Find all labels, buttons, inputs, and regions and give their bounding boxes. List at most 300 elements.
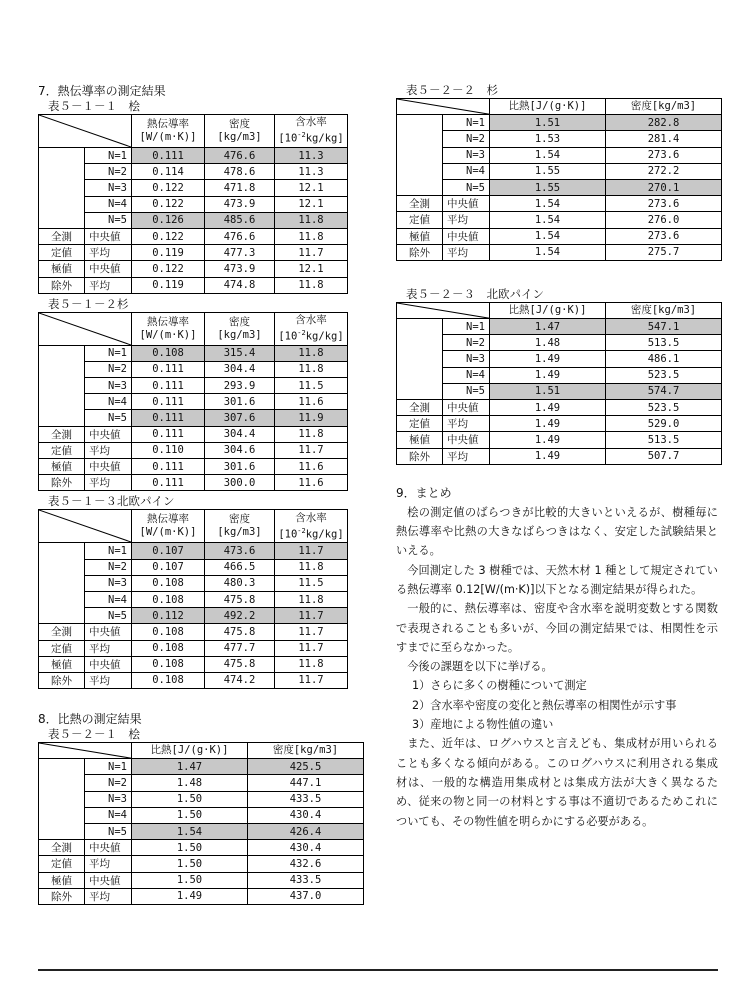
stat-label: 中央値 <box>443 196 490 212</box>
value-cell: 1.50 <box>132 807 248 823</box>
group-label: 除外 <box>397 244 443 260</box>
header-corner <box>39 115 132 148</box>
value-cell: 0.122 <box>132 180 205 196</box>
group-label: 全測 <box>397 400 443 416</box>
summary-row <box>39 840 364 856</box>
sample-label: N=4 <box>443 367 490 383</box>
value-cell: 0.108 <box>132 575 205 591</box>
header-corner <box>39 743 132 759</box>
value-cell: 0.111 <box>132 394 205 410</box>
blank-cell <box>397 383 443 399</box>
value-cell: 474.8 <box>205 277 275 293</box>
table-row <box>39 180 348 196</box>
value-cell: 11.5 <box>275 378 348 394</box>
value-cell: 0.107 <box>132 559 205 575</box>
header-corner <box>39 312 132 345</box>
header-label: 含水率 <box>295 511 327 524</box>
blank-cell <box>397 319 443 335</box>
summary-row <box>39 872 364 888</box>
sample-label: N=5 <box>443 179 490 195</box>
value-cell: 11.7 <box>275 640 348 656</box>
summary-paragraph: 桧の測定値のばらつきが比較的大きいといえるが、樹種毎に熱伝導率や比熱の大きなばらつきはなく、安定した試験結果といえる。 <box>396 505 718 558</box>
value-cell: 475.8 <box>205 656 275 672</box>
group-label: 極値 <box>39 261 85 277</box>
table-row <box>39 608 348 624</box>
group-label: 全測 <box>397 196 443 212</box>
value-cell: 473.9 <box>205 261 275 277</box>
header-unit: [W/(m·K)] <box>139 328 197 341</box>
value-cell: 0.114 <box>132 164 205 180</box>
blank-cell <box>39 196 85 212</box>
value-cell: 0.126 <box>132 212 205 228</box>
value-cell: 1.54 <box>490 244 606 260</box>
value-cell: 1.50 <box>132 856 248 872</box>
summary-row <box>39 277 348 293</box>
value-cell: 477.3 <box>205 245 275 261</box>
value-cell: 1.49 <box>490 448 606 464</box>
table-row <box>397 367 722 383</box>
blank-cell <box>39 164 85 180</box>
footer-rule <box>38 969 718 971</box>
summary-row <box>397 448 722 464</box>
group-label: 定値 <box>39 442 85 458</box>
header-unit: [kg/m3] <box>217 526 262 539</box>
stat-label: 中央値 <box>85 624 132 640</box>
stat-label: 平均 <box>443 416 490 432</box>
sample-label: N=3 <box>85 575 132 591</box>
table-row <box>39 543 348 559</box>
header-label: 含水率 <box>295 313 327 326</box>
table-row <box>39 824 364 840</box>
stat-label: 平均 <box>443 244 490 260</box>
value-cell: 273.6 <box>606 228 722 244</box>
sample-label: N=2 <box>85 559 132 575</box>
stat-label: 平均 <box>85 856 132 872</box>
unit-part: kg/kg] <box>305 132 344 145</box>
summary-row <box>39 426 348 442</box>
value-cell: 430.4 <box>248 807 364 823</box>
stat-label: 平均 <box>85 442 132 458</box>
group-label: 除外 <box>397 448 443 464</box>
stat-label: 中央値 <box>443 432 490 448</box>
stat-label: 中央値 <box>85 656 132 672</box>
issue-list-item: 1）さらに多くの樹種について測定 <box>412 679 587 693</box>
group-label: 極値 <box>39 872 85 888</box>
col-header-moisture <box>275 115 348 148</box>
value-cell: 1.48 <box>132 775 248 791</box>
unit-part: [10 <box>278 528 298 541</box>
blank-cell <box>39 591 85 607</box>
header-row <box>39 312 348 345</box>
value-cell: 1.49 <box>490 367 606 383</box>
sample-label: N=2 <box>443 335 490 351</box>
value-cell: 1.49 <box>490 400 606 416</box>
col-header-specific-heat: 比熱[J/(g·K)] <box>490 302 606 318</box>
header-label: 密度 <box>229 513 250 526</box>
value-cell: 0.108 <box>132 624 205 640</box>
blank-cell <box>397 131 443 147</box>
blank-cell <box>39 575 85 591</box>
blank-cell <box>39 378 85 394</box>
summary-row <box>39 228 348 244</box>
summary-row <box>397 400 722 416</box>
summary-row <box>39 475 348 491</box>
value-cell: 1.50 <box>132 791 248 807</box>
stat-label: 中央値 <box>443 228 490 244</box>
blank-cell <box>39 345 85 361</box>
left-column <box>38 83 368 905</box>
col-header-moisture <box>275 510 348 543</box>
table-row <box>397 147 722 163</box>
value-cell: 1.48 <box>490 335 606 351</box>
value-cell: 480.3 <box>205 575 275 591</box>
stat-label: 平均 <box>85 888 132 904</box>
blank-cell <box>397 163 443 179</box>
table-row <box>397 383 722 399</box>
header-label: 熱伝導率 <box>147 118 189 130</box>
value-cell: 0.108 <box>132 640 205 656</box>
section9-heading: 9．まとめ <box>396 485 452 500</box>
summary-row <box>39 442 348 458</box>
sample-label: N=2 <box>443 131 490 147</box>
stat-label: 中央値 <box>85 840 132 856</box>
summary-row <box>397 212 722 228</box>
blank-cell <box>39 148 85 164</box>
blank-cell <box>39 759 85 775</box>
value-cell: 0.122 <box>132 261 205 277</box>
blank-cell <box>397 335 443 351</box>
sample-label: N=3 <box>85 378 132 394</box>
table-row <box>39 196 348 212</box>
value-cell: 273.6 <box>606 196 722 212</box>
value-cell: 11.8 <box>275 345 348 361</box>
value-cell: 474.2 <box>205 672 275 688</box>
data-table <box>38 742 364 905</box>
group-label: 全測 <box>39 840 85 856</box>
table-row <box>397 179 722 195</box>
table-row <box>397 319 722 335</box>
data-table <box>396 302 722 465</box>
value-cell: 11.7 <box>275 672 348 688</box>
value-cell: 0.111 <box>132 475 205 491</box>
value-cell: 11.7 <box>275 442 348 458</box>
stat-label: 中央値 <box>85 426 132 442</box>
sample-label: N=5 <box>85 608 132 624</box>
value-cell: 1.50 <box>132 872 248 888</box>
value-cell: 1.49 <box>490 432 606 448</box>
value-cell: 11.7 <box>275 608 348 624</box>
header-label: 密度 <box>229 315 250 328</box>
value-cell: 0.122 <box>132 196 205 212</box>
value-cell: 430.4 <box>248 840 364 856</box>
value-cell: 11.8 <box>275 212 348 228</box>
value-cell: 11.8 <box>275 426 348 442</box>
summary-text <box>396 503 718 831</box>
summary-row <box>397 196 722 212</box>
value-cell: 11.8 <box>275 228 348 244</box>
value-cell: 11.8 <box>275 559 348 575</box>
blank-cell <box>39 807 85 823</box>
value-cell: 282.8 <box>606 115 722 131</box>
header-label: 含水率 <box>295 116 327 129</box>
value-cell: 0.108 <box>132 656 205 672</box>
col-header-conductivity <box>132 510 205 543</box>
value-cell: 473.6 <box>205 543 275 559</box>
table-row <box>39 775 364 791</box>
value-cell: 12.1 <box>275 261 348 277</box>
blank-cell <box>39 559 85 575</box>
summary-row <box>39 624 348 640</box>
header-row <box>397 302 722 318</box>
group-label: 極値 <box>397 228 443 244</box>
blank-cell <box>39 775 85 791</box>
value-cell: 12.1 <box>275 196 348 212</box>
col-header-density: 密度[kg/m3] <box>606 302 722 318</box>
header-row <box>397 99 722 115</box>
value-cell: 11.7 <box>275 543 348 559</box>
stat-label: 平均 <box>85 245 132 261</box>
table-row <box>39 345 348 361</box>
value-cell: 1.50 <box>132 840 248 856</box>
col-header-specific-heat: 比熱[J/(g·K)] <box>490 99 606 115</box>
value-cell: 0.111 <box>132 426 205 442</box>
value-cell: 301.6 <box>205 459 275 475</box>
table-block <box>396 83 726 261</box>
value-cell: 11.8 <box>275 361 348 377</box>
value-cell: 301.6 <box>205 394 275 410</box>
table-row <box>39 575 348 591</box>
group-label: 除外 <box>39 277 85 293</box>
value-cell: 276.0 <box>606 212 722 228</box>
value-cell: 478.6 <box>205 164 275 180</box>
value-cell: 11.9 <box>275 410 348 426</box>
data-table <box>38 509 348 689</box>
value-cell: 1.55 <box>490 179 606 195</box>
table-row <box>39 164 348 180</box>
sample-label: N=3 <box>85 180 132 196</box>
header-unit: [W/(m·K)] <box>139 131 197 143</box>
table-caption: 表５－２－２ 杉 <box>406 83 498 97</box>
sample-label: N=4 <box>85 394 132 410</box>
summary-row <box>39 856 364 872</box>
sample-label: N=1 <box>85 345 132 361</box>
value-cell: 0.122 <box>132 228 205 244</box>
value-cell: 11.5 <box>275 575 348 591</box>
unit-exponent: -2 <box>297 328 306 337</box>
value-cell: 1.54 <box>490 228 606 244</box>
table-row <box>397 131 722 147</box>
header-row <box>39 115 348 148</box>
header-unit: [kg/m3] <box>217 131 262 143</box>
table-row <box>39 807 364 823</box>
sample-label: N=5 <box>443 383 490 399</box>
header-row <box>39 743 364 759</box>
value-cell: 1.51 <box>490 115 606 131</box>
unit-part: [10 <box>278 132 298 145</box>
sample-label: N=4 <box>85 196 132 212</box>
value-cell: 11.8 <box>275 591 348 607</box>
data-table <box>396 98 722 261</box>
value-cell: 447.1 <box>248 775 364 791</box>
sample-label: N=1 <box>443 115 490 131</box>
value-cell: 0.111 <box>132 378 205 394</box>
blank-cell <box>397 351 443 367</box>
value-cell: 0.111 <box>132 361 205 377</box>
sample-label: N=2 <box>85 164 132 180</box>
sample-label: N=2 <box>85 775 132 791</box>
group-label: 除外 <box>39 672 85 688</box>
group-label: 定値 <box>39 245 85 261</box>
table-row <box>39 148 348 164</box>
table-row <box>397 351 722 367</box>
issue-list-item: 2）含水率や密度の変化と熱伝導率の相関性が示す事 <box>412 698 677 712</box>
sample-label: N=1 <box>85 148 132 164</box>
summary-row <box>397 244 722 260</box>
value-cell: 492.2 <box>205 608 275 624</box>
value-cell: 426.4 <box>248 824 364 840</box>
summary-row <box>39 656 348 672</box>
table-caption: 表５－１－３北欧パイン <box>48 494 175 509</box>
value-cell: 1.49 <box>490 351 606 367</box>
header-corner <box>39 510 132 543</box>
value-cell: 433.5 <box>248 872 364 888</box>
stat-label: 中央値 <box>85 228 132 244</box>
blank-cell <box>397 367 443 383</box>
stat-label: 平均 <box>85 672 132 688</box>
unit-part: kg/kg] <box>305 330 344 343</box>
stat-label: 平均 <box>443 448 490 464</box>
sample-label: N=1 <box>443 319 490 335</box>
summary-paragraph: 今後の課題を以下に挙げる。 <box>407 660 553 674</box>
value-cell: 433.5 <box>248 791 364 807</box>
value-cell: 547.1 <box>606 319 722 335</box>
value-cell: 11.8 <box>275 656 348 672</box>
table-caption: 表５－２－１ 桧 <box>48 727 140 742</box>
blank-cell <box>39 824 85 840</box>
value-cell: 1.53 <box>490 131 606 147</box>
sample-label: N=4 <box>85 807 132 823</box>
header-label: 熱伝導率 <box>147 513 189 526</box>
col-header-density <box>205 312 275 345</box>
value-cell: 0.111 <box>132 459 205 475</box>
value-cell: 1.51 <box>490 383 606 399</box>
table-caption: 表５－２－３ 北欧パイン <box>406 286 544 301</box>
value-cell: 475.8 <box>205 591 275 607</box>
stat-label: 中央値 <box>443 400 490 416</box>
blank-cell <box>39 543 85 559</box>
table-row <box>39 410 348 426</box>
group-label: 除外 <box>39 888 85 904</box>
value-cell: 574.7 <box>606 383 722 399</box>
col-header-density <box>205 115 275 148</box>
value-cell: 304.4 <box>205 361 275 377</box>
value-cell: 437.0 <box>248 888 364 904</box>
value-cell: 11.3 <box>275 148 348 164</box>
value-cell: 11.3 <box>275 164 348 180</box>
value-cell: 275.7 <box>606 244 722 260</box>
header-label: 熱伝導率 <box>147 315 189 328</box>
value-cell: 1.47 <box>490 319 606 335</box>
table-row <box>39 394 348 410</box>
group-label: 全測 <box>39 624 85 640</box>
value-cell: 11.7 <box>275 245 348 261</box>
summary-row <box>39 640 348 656</box>
value-cell: 432.6 <box>248 856 364 872</box>
blank-cell <box>39 180 85 196</box>
value-cell: 11.6 <box>275 459 348 475</box>
value-cell: 315.4 <box>205 345 275 361</box>
stat-label: 平均 <box>85 475 132 491</box>
table-row <box>397 335 722 351</box>
header-unit <box>278 525 344 542</box>
value-cell: 0.119 <box>132 277 205 293</box>
value-cell: 270.1 <box>606 179 722 195</box>
value-cell: 466.5 <box>205 559 275 575</box>
value-cell: 304.6 <box>205 442 275 458</box>
table-row <box>39 591 348 607</box>
value-cell: 476.6 <box>205 228 275 244</box>
value-cell: 1.54 <box>490 212 606 228</box>
value-cell: 485.6 <box>205 212 275 228</box>
blank-cell <box>39 394 85 410</box>
value-cell: 425.5 <box>248 759 364 775</box>
header-unit <box>278 129 344 146</box>
blank-cell <box>39 791 85 807</box>
blank-cell <box>397 179 443 195</box>
value-cell: 0.108 <box>132 591 205 607</box>
header-unit: [kg/m3] <box>217 328 262 341</box>
col-header-moisture <box>275 312 348 345</box>
table-row <box>39 378 348 394</box>
unit-part: kg/kg] <box>305 528 344 541</box>
col-header-specific-heat: 比熱[J/(g·K)] <box>132 743 248 759</box>
right-column <box>396 83 726 831</box>
group-label: 除外 <box>39 475 85 491</box>
blank-cell <box>397 147 443 163</box>
value-cell: 300.0 <box>205 475 275 491</box>
thermal-conductivity-tables <box>38 99 368 689</box>
group-label: 全測 <box>39 426 85 442</box>
col-header-density <box>205 510 275 543</box>
summary-row <box>39 245 348 261</box>
value-cell: 304.4 <box>205 426 275 442</box>
header-corner <box>397 302 490 318</box>
sample-label: N=1 <box>85 759 132 775</box>
summary-row <box>397 432 722 448</box>
group-label: 極値 <box>39 459 85 475</box>
data-table <box>38 114 348 294</box>
summary-paragraph: 今回測定した 3 樹種では、天然木材 1 種として規定されている熱伝導率 0.12[W/(m·K)]以下となる測定結果が得られた。 <box>396 563 718 596</box>
col-header-density: 密度[kg/m3] <box>248 743 364 759</box>
value-cell: 293.9 <box>205 378 275 394</box>
table-row <box>397 115 722 131</box>
value-cell: 307.6 <box>205 410 275 426</box>
sample-label: N=3 <box>85 791 132 807</box>
value-cell: 513.5 <box>606 335 722 351</box>
value-cell: 0.111 <box>132 410 205 426</box>
sample-label: N=3 <box>443 351 490 367</box>
value-cell: 1.49 <box>490 416 606 432</box>
table-block <box>38 297 368 492</box>
blank-cell <box>39 410 85 426</box>
blank-cell <box>39 608 85 624</box>
unit-exponent: -2 <box>297 526 306 535</box>
col-header-conductivity <box>132 115 205 148</box>
sample-label: N=3 <box>443 147 490 163</box>
sample-label: N=1 <box>85 543 132 559</box>
value-cell: 0.108 <box>132 345 205 361</box>
value-cell: 0.110 <box>132 442 205 458</box>
